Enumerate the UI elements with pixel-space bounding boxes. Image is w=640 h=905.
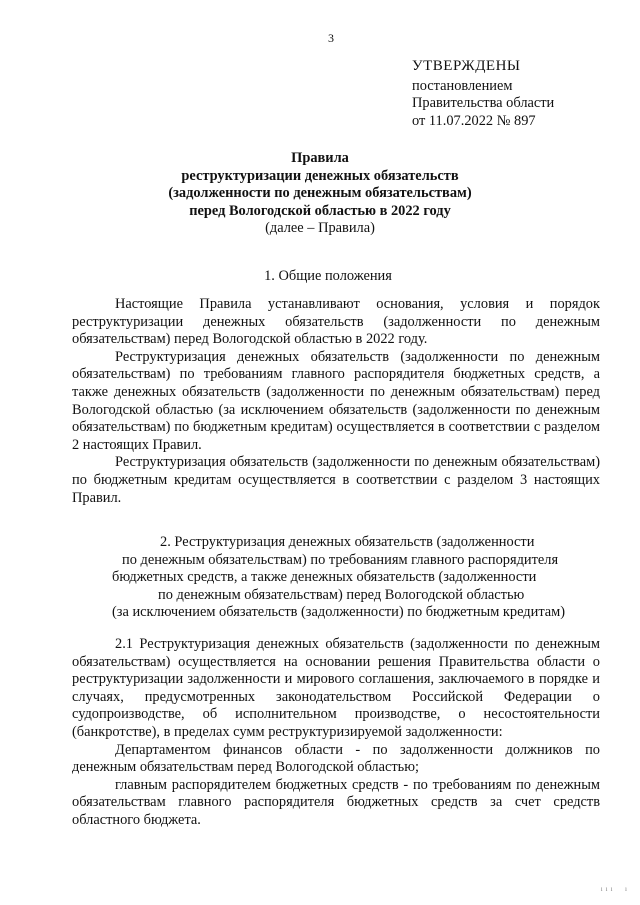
approval-stamp	[412, 58, 627, 130]
title-line: Правила	[291, 150, 349, 166]
title-line: перед Вологодской областью в 2022 году	[189, 202, 451, 219]
heading-line: 2. Реструктуризация денежных обязательств (задолженности	[160, 534, 535, 550]
heading-line: (за исключением обязательств (задолженности) по бюджетным кредитам)	[112, 604, 566, 621]
document-title	[40, 150, 600, 238]
heading-line: по денежным обязательствам) перед Вологодской областью	[158, 586, 525, 603]
heading-line: по денежным обязательствам) по требованиям главного распорядителя	[122, 551, 559, 568]
heading-line: бюджетных средств, а также денежных обязательств (задолженности	[112, 569, 537, 586]
page-number: 3	[328, 31, 334, 45]
paragraph: главным распорядителем бюджетных средств - по требованиям по денежным обязательствам главного распорядителя бюджетных средств за счет средств областного бюджета.	[72, 776, 600, 828]
paragraph: Настоящие Правила устанавливают основания, условия и порядок реструктуризации денежных обязательств (задолженности по денежным обязательствам) перед Вологодской областью в 2022 году.	[72, 296, 600, 348]
section-1-body	[72, 296, 600, 507]
paragraph: Реструктуризация обязательств (задолженности по денежным обязательствам) по бюджетным кредитам осуществляется в соответствии с разделом 3 настоящих Правил.	[72, 454, 600, 506]
approval-line: от 11.07.2022 № 897	[412, 112, 536, 129]
title-line: (задолженности по денежным обязательствам)	[168, 185, 472, 202]
approval-line: постановлением	[412, 77, 513, 94]
approval-line: Правительства области	[412, 95, 555, 112]
paragraph: 2.1 Реструктуризация денежных обязательств (задолженности по денежным обязательствам) осуществляется на основании решения Правительства области о реструктуризации задолженности и мирового соглашения, заключаемого в порядке и случаях, предусмотренных законодательством Российской Федерации о судопроизводстве, об исполнительном производстве, о несостоятельности (банкротстве), в пределах сумм реструктуризируемой задолженности:	[72, 636, 600, 740]
approval-title: УТВЕРЖДЕНЫ	[412, 58, 521, 74]
scan-marks: ııı ı	[600, 885, 630, 894]
section-2-heading	[72, 534, 600, 622]
section-2-body	[72, 636, 600, 830]
title-line: реструктуризации денежных обязательств	[181, 167, 459, 184]
section-1-heading: 1. Общие положения	[264, 268, 392, 284]
title-subline: (далее – Правила)	[265, 220, 375, 237]
paragraph: Реструктуризация денежных обязательств (задолженности по денежным обязательствам) по требованиям главного распорядителя бюджетных средств, а также денежных обязательств (задолженности по денежным обязательствам) перед Вологодской областью (за исключением обязательств (задолженности по денежным обязательствам) по бюджетным кредитам) осуществляется в соответствии с разделом 2 настоящих Правил.	[72, 348, 600, 453]
paragraph: Департаментом финансов области - по задолженности должников по денежным обязательствам перед Вологодской областью;	[72, 741, 600, 776]
